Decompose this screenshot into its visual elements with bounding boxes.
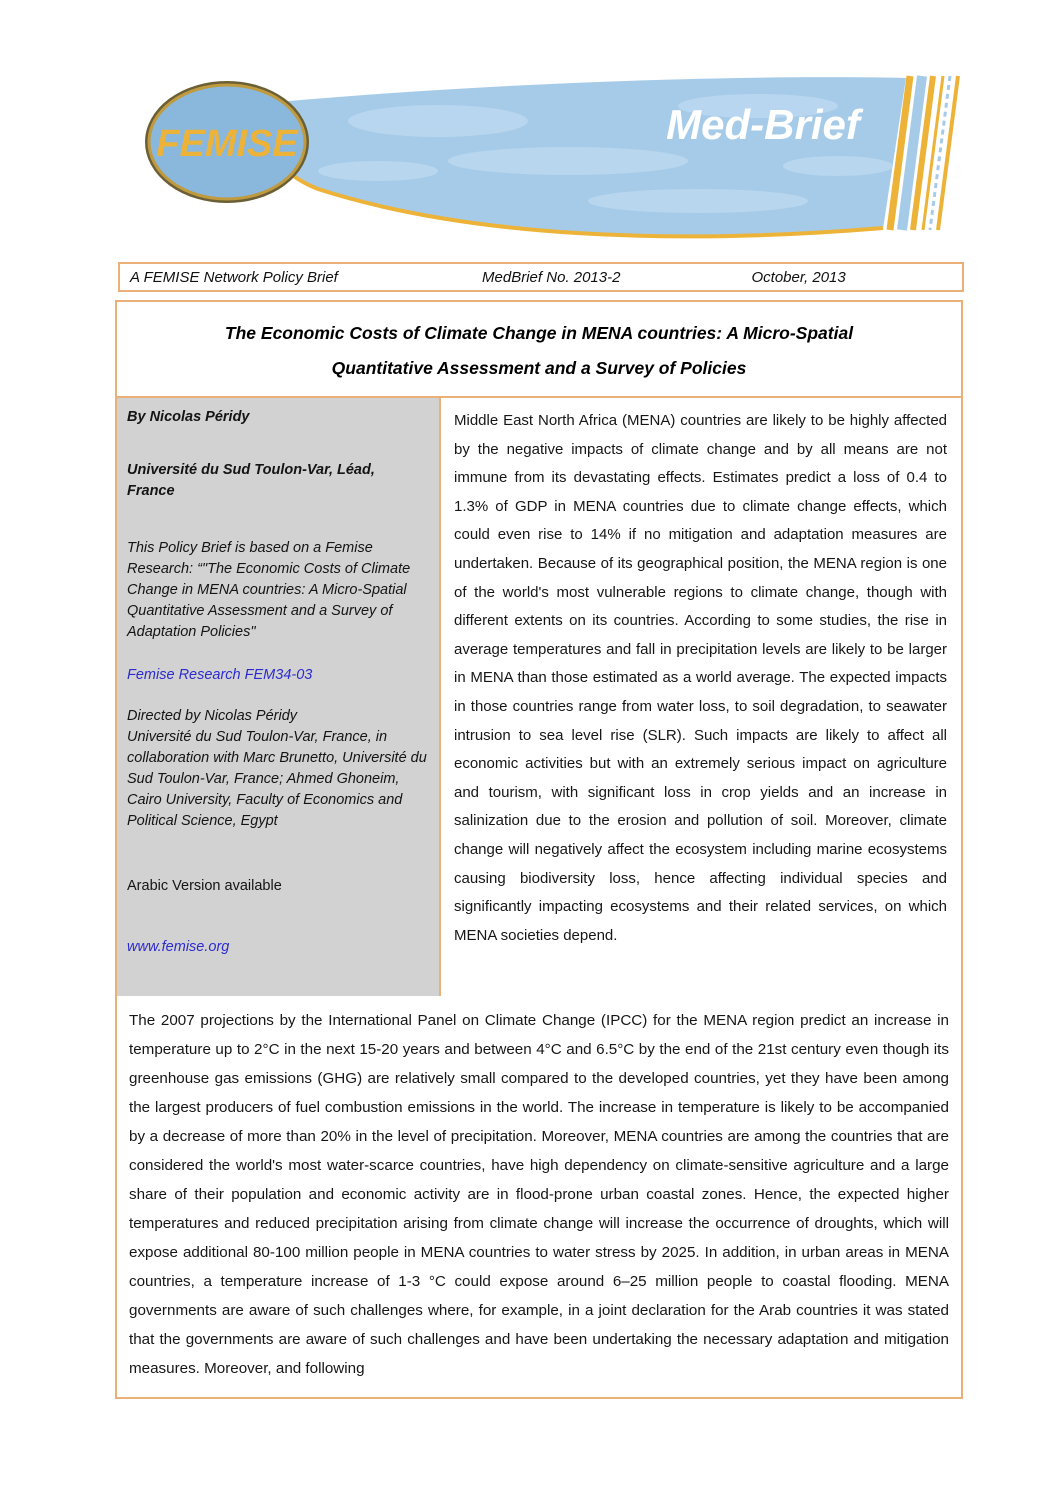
title-section bbox=[117, 302, 961, 398]
directed-by-line: Directed by Nicolas Péridy bbox=[127, 708, 298, 724]
femise-logo-text: FEMISE bbox=[156, 123, 298, 165]
website-link[interactable]: www.femise.org bbox=[127, 939, 230, 955]
page-title-line1: The Economic Costs of Climate Change in MENA countries: A Micro-Spatial bbox=[224, 323, 854, 343]
intro-paragraph: Middle East North Africa (MENA) countries are likely to be highly affected by the negative impacts of climate change and by all means are not immune from its devastating effects. Estimates predict a loss of 0.4 to 1.3% of GDP in MENA countries due to climate change effects, which could even rise to 14% if no mitigation and adaptation measures are undertaken. Because of its geographical position, the MENA region is one of the world's most vulnerable regions to climate change, though with different extents on its countries. According to some studies, the rise in average temperatures and fall in precipitation levels are likely to be larger in MENA than those estimated as a world average. The expected impacts in those countries range from water loss, to soil degradation, to seawater intrusion to sea level rise (SLR). Such impacts are likely to affect all economic activities but with an extremely serious impact on agriculture and tourism, with significant loss in crop yields and an increase in salinization due to the erosion and pollution of soil. Moreover, climate change will negatively affect the ecosystem including marine ecosystems causing biodiversity loss, hence affecting individual species and significantly impacting ecosystems and their related services, on which MENA societies depend. bbox=[454, 412, 947, 944]
author-sidebar bbox=[117, 398, 441, 996]
author-affiliation: Université du Sud Toulon-Var, Léad, France bbox=[127, 462, 375, 499]
page-title-line2: Quantitative Assessment and a Survey of Policies bbox=[331, 358, 747, 378]
two-column-area bbox=[117, 398, 961, 996]
research-code-link[interactable]: Femise Research FEM34-03 bbox=[127, 667, 313, 683]
series-label: A FEMISE Network Policy Brief bbox=[130, 268, 338, 286]
brief-body-frame bbox=[115, 300, 963, 1399]
author-byline: By Nicolas Péridy bbox=[127, 409, 250, 425]
issue-number: MedBrief No. 2013-2 bbox=[482, 268, 621, 286]
collaboration-credits: Université du Sud Toulon-Var, France, in collaboration with Marc Brunetto, Université du Sud Toulon-Var, France; Ahmed Ghoneim, Cairo University, Faculty of Economics and Political Science, Egypt bbox=[127, 729, 427, 829]
femise-logo bbox=[147, 83, 307, 201]
issue-date: October, 2013 bbox=[751, 268, 846, 286]
arabic-version-note: Arabic Version available bbox=[127, 878, 282, 894]
medbrief-wordmark: Med-Brief bbox=[666, 101, 860, 148]
banner-graphic bbox=[138, 66, 978, 246]
issue-info-bar bbox=[118, 262, 964, 292]
based-on-note: This Policy Brief is based on a Femise Research: “"The Economic Costs of Climate Change in MENA countries: A Micro-Spatial Quantitative Assessment and a Survey of Adaptation Policies" bbox=[127, 540, 411, 640]
intro-column bbox=[441, 398, 961, 996]
body-paragraph: The 2007 projections by the International Panel on Climate Change (IPCC) for the MENA region predict an increase in temperature up to 2°C in the next 15-20 years and between 4°C and 6.5°C by the end of the 21st century even though its greenhouse gas emissions (GHG) are relatively small compared to the developed countries, yet they have been among the largest producers of fuel combustion emissions in the world. The increase in temperature is likely to be accompanied by a decrease of more than 20% in the level of precipitation. Moreover, MENA countries are among the countries that are considered the world's most water-scarce countries, have high dependency on climate-sensitive agriculture and a large share of their population and economic activity are in flood-prone urban coastal zones. Hence, the expected higher temperatures and reduced precipitation arising from climate change will increase the occurrence of droughts, which will expose additional 80-100 million people in MENA countries to water stress by 2025. In addition, in urban areas in MENA countries, a temperature increase of 1-3 °C could expose around 6–25 million people to coastal flooding. MENA governments are aware of such challenges where, for example, in a joint declaration for the Arab countries it was stated that the governments are aware of such challenges and have been undertaking the necessary adaptation and mitigation measures. Moreover, and following bbox=[129, 1012, 949, 1377]
masthead-banner bbox=[138, 66, 978, 246]
full-width-section bbox=[117, 996, 961, 1397]
